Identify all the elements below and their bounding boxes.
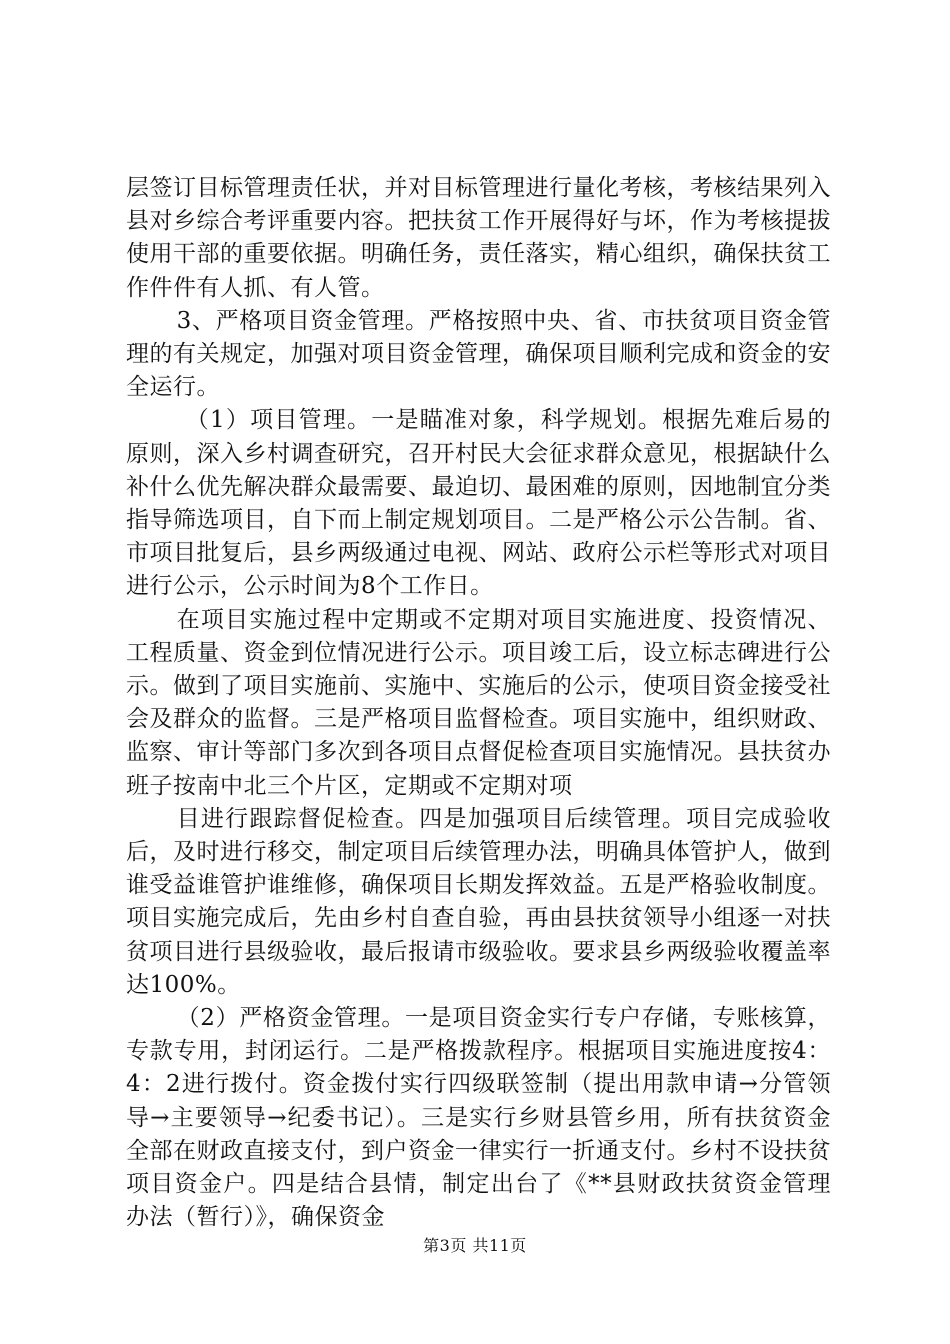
paragraph-fund-management-heading: 3、严格项目资金管理。严格按照中央、省、市扶贫项目资金管理的有关规定，加强对项目资金管理，确保项目顺利完成和资金的安全运行。 — [126, 307, 831, 401]
page-number-label: 第3页 共11页 — [423, 1236, 527, 1255]
page-footer — [0, 1236, 950, 1256]
paragraph-fund-management: （2）严格资金管理。一是项目资金实行专户存储，专账核算，专款专用，封闭运行。二是严格拨款程序。根据项目实施进度按4：4：2进行拨付。资金拨付实行四级联签制（提出用款申请→分管领导→主要领导→纪委书记）。三是实行乡财县管乡用，所有扶贫资金全部在财政直接支付，到户资金一律实行一折通支付。乡村不设扶贫项目资金户。四是结合县情，制定出台了《**县财政扶贫资金管理办法（暂行）》，确保资金 — [126, 1005, 831, 1231]
document-body — [126, 172, 831, 1235]
paragraph-project-followup: 目进行跟踪督促检查。四是加强项目后续管理。项目完成验收后，及时进行移交，制定项目后续管理办法，明确具体管护人，做到谁受益谁管护谁维修，确保项目长期发挥效益。五是严格验收制度。项目实施完成后，先由乡村自查自验，再由县扶贫领导小组逐一对扶贫项目进行县级验收，最后报请市级验收。要求县乡两级验收覆盖率达100%。 — [126, 805, 831, 998]
paragraph-project-publicity: 在项目实施过程中定期或不定期对项目实施进度、投资情况、工程质量、资金到位情况进行公示。项目竣工后，设立标志碑进行公示。做到了项目实施前、实施中、实施后的公示，使项目资金接受社会及群众的监督。三是严格项目监督检查。项目实施中，组织财政、监察、审计等部门多次到各项目点督促检查项目实施情况。县扶贫办班子按南中北三个片区，定期或不定期对项 — [126, 606, 831, 799]
paragraph-project-management: （1）项目管理。一是瞄准对象，科学规划。根据先难后易的原则，深入乡村调查研究，召开村民大会征求群众意见，根据缺什么补什么优先解决群众最需要、最迫切、最困难的原则，因地制宜分类指导筛选项目，自下而上制定规划项目。二是严格公示公告制。省、市项目批复后，县乡两级通过电视、网站、政府公示栏等形式对项目进行公示，公示时间为8个工作日。 — [126, 407, 831, 600]
paragraph-target-responsibility: 层签订目标管理责任状，并对目标管理进行量化考核，考核结果列入县对乡综合考评重要内容。把扶贫工作开展得好与坏，作为考核提拔使用干部的重要依据。明确任务，责任落实，精心组织，确保扶贫工作件件有人抓、有人管。 — [126, 175, 831, 301]
